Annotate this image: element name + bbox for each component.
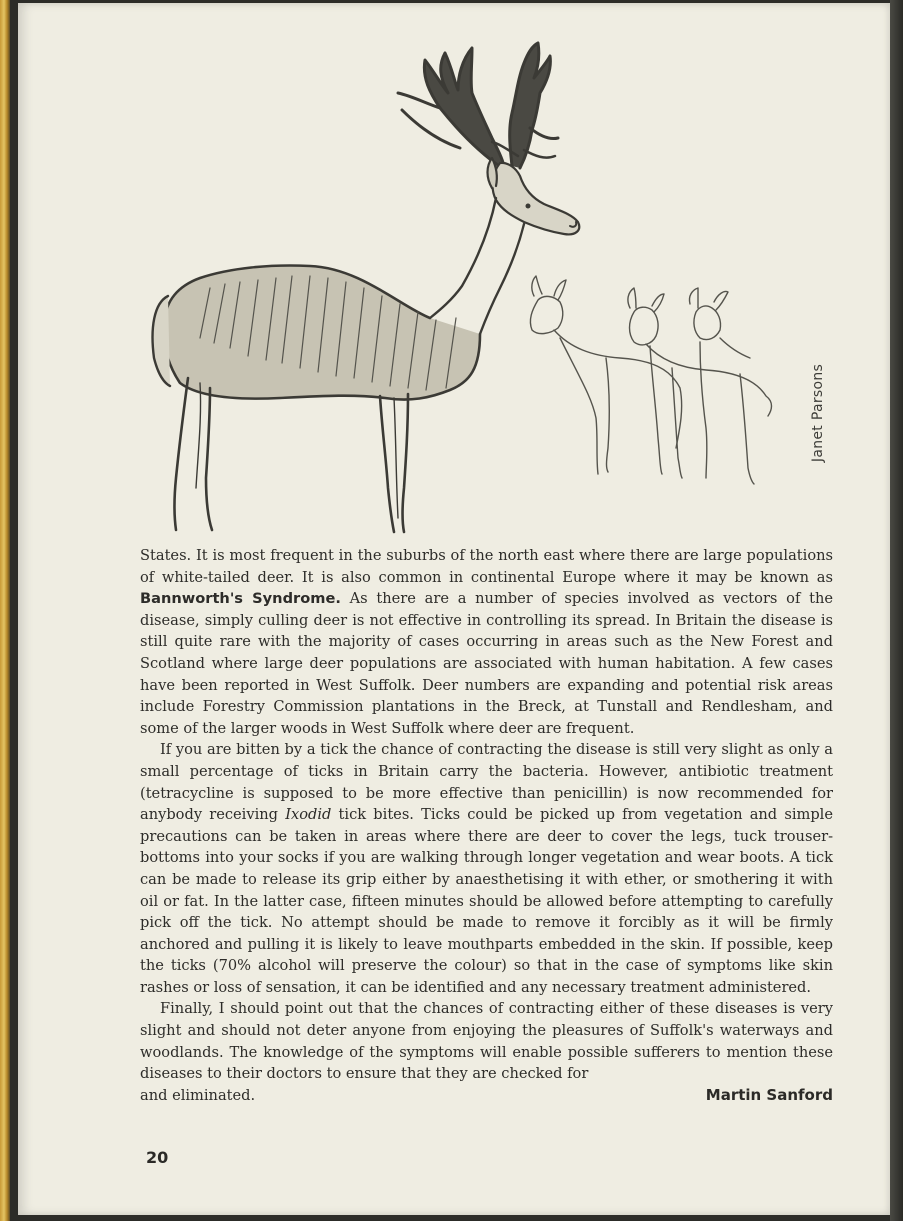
paragraph-1-text-b: As there are a number of species involved as vectors of the disease, simply culling deer is not effective in controlling its spread. In Britain the disease is still quite rare with the majority of cases occurring in areas such as the New Forest and Scotland where large deer populations are associated with human habitation. A few cases have been reported in West Suffolk. Deer numbers are expanding and potential risk areas include Forestry Commission plantations in the Breck, at Tunstall and Rendlesham, and some of the larger woods in West Suffolk where deer are frequent.	[140, 590, 833, 737]
paragraph-2	[140, 739, 833, 998]
paragraph-1	[140, 545, 833, 739]
page-number: 20	[146, 1148, 169, 1167]
right-page-shadow	[890, 0, 903, 1221]
article-body	[140, 545, 833, 1106]
fallow-buck-drawing	[153, 43, 580, 532]
illustration-credit	[803, 365, 833, 460]
bannworth-syndrome-term: Bannworth's Syndrome.	[140, 590, 341, 608]
paragraph-3: Finally, I should point out that the chances of contracting either of these diseases is very slight and should not deter anyone from enjoying the pleasures of Suffolk's waterways and woodlands. The knowledge of the symptoms will enable possible sufferers to mention these diseases to their doctors to ensure that they are checked for	[140, 1000, 833, 1083]
author-name: Martin Sanford	[705, 1085, 833, 1104]
credit-text: Janet Parsons	[810, 363, 826, 462]
binding-edge	[0, 0, 10, 1221]
paragraph-2-text-b: tick bites. Ticks could be picked up from vegetation and simple precautions can be taken in areas where there are deer to cover the legs, tuck trouser-bottoms into your socks if you are walking through longer vegetation and wear boots. A tick can be made to release its grip either by anaesthetising it with ether, or smothering it with oil or fat. In the latter case, fifteen minutes should be allowed before attempting to carefully pick off the tick. No attempt should be made to remove it forcibly as it will be firmly anchored and pulling it is likely to leave mouthparts embedded in the skin. If possible, keep the ticks (70% alcohol will preserve the colour) so that in the case of symptoms like skin rashes or loss of sensation, it can be identified and any necessary treatment administered.	[140, 806, 833, 996]
ixodid-term: Ixodid	[285, 806, 332, 824]
paragraph-1-text-a: States. It is most frequent in the suburbs of the north east where there are large populations of white-tailed deer. It is also common in continental Europe where it may be known as	[140, 547, 833, 586]
deer-illustration	[140, 38, 800, 538]
paragraph-3-last-line: and eliminated.	[140, 1086, 256, 1104]
paragraph-2-text-a: If you are bitten by a tick the chance of contracting the disease is still very slight as only a small percentage of ticks in Britain carry the bacteria. However, antibiotic treatment (tetracycline is supposed to be more effective than penicillin) is now recommended for anybody receiving	[140, 741, 833, 824]
fallow-does-drawing	[530, 276, 771, 484]
signoff-row	[140, 1085, 833, 1107]
